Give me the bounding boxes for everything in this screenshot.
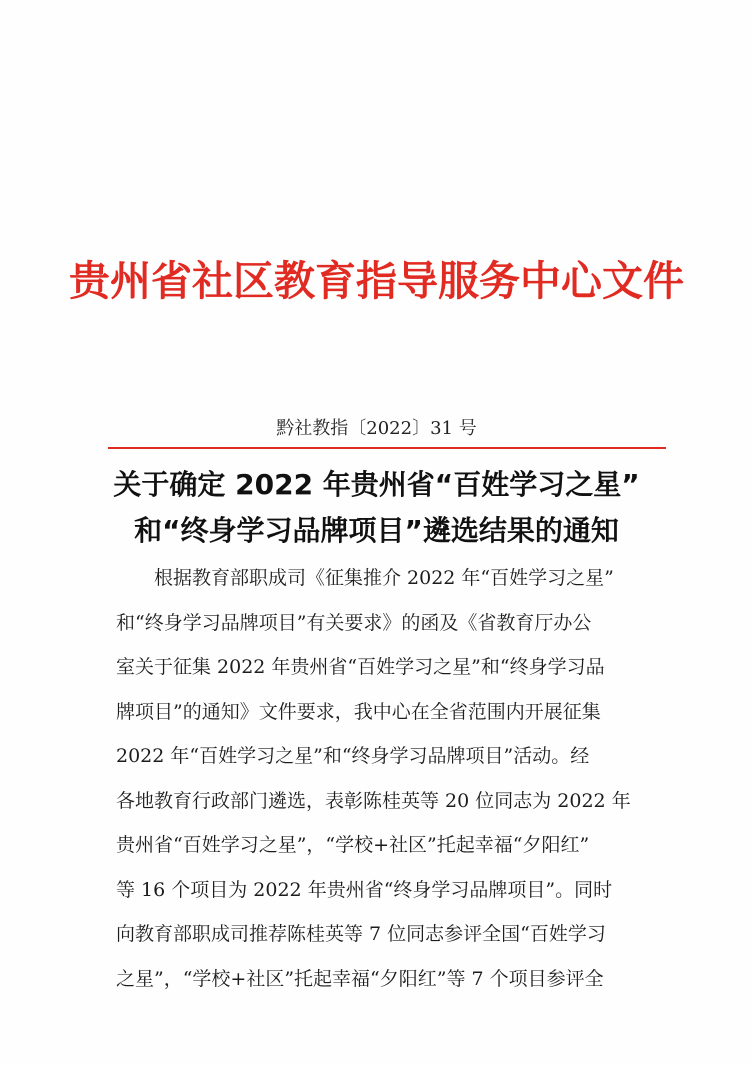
body-line: 牌项目”的通知》文件要求，我中心在全省范围内开展征集	[116, 700, 601, 723]
issuing-authority-header: 贵州省社区教育指导服务中心文件	[69, 257, 684, 305]
body-line: 之星”，“学校+社区”托起幸福“夕阳红”等 7 个项目参评全	[116, 967, 604, 990]
notice-body	[116, 556, 644, 1001]
notice-title	[0, 462, 753, 554]
body-line: 根据教育部职成司《征集推介 2022 年“百姓学习之星”	[154, 567, 614, 589]
body-line: 贵州省“百姓学习之星”，“学校+社区”托起幸福“夕阳红”	[116, 834, 590, 856]
red-separator-line	[108, 447, 666, 449]
body-line: 等 16 个项目为 2022 年贵州省“终身学习品牌项目”。同时	[116, 878, 613, 901]
body-line: 室关于征集 2022 年贵州省“百姓学习之星”和“终身学习品	[116, 656, 605, 678]
body-line: 向教育部职成司推荐陈桂英等 7 位同志参评全国“百姓学习	[116, 923, 606, 945]
body-line: 各地教育行政部门遴选，表彰陈桂英等 20 位同志为 2022 年	[116, 789, 631, 812]
body-line: 2022 年“百姓学习之星”和“终身学习品牌项目”活动。经	[116, 745, 590, 767]
body-line: 和“终身学习品牌项目”有关要求》的函及《省教育厅办公	[116, 611, 592, 634]
notice-title-line-2: 和“终身学习品牌项目”遴选结果的通知	[134, 514, 619, 547]
notice-title-line-1: 关于确定 2022 年贵州省“百姓学习之星”	[113, 468, 640, 501]
document-number: 黔社教指〔2022〕31 号	[276, 418, 477, 439]
